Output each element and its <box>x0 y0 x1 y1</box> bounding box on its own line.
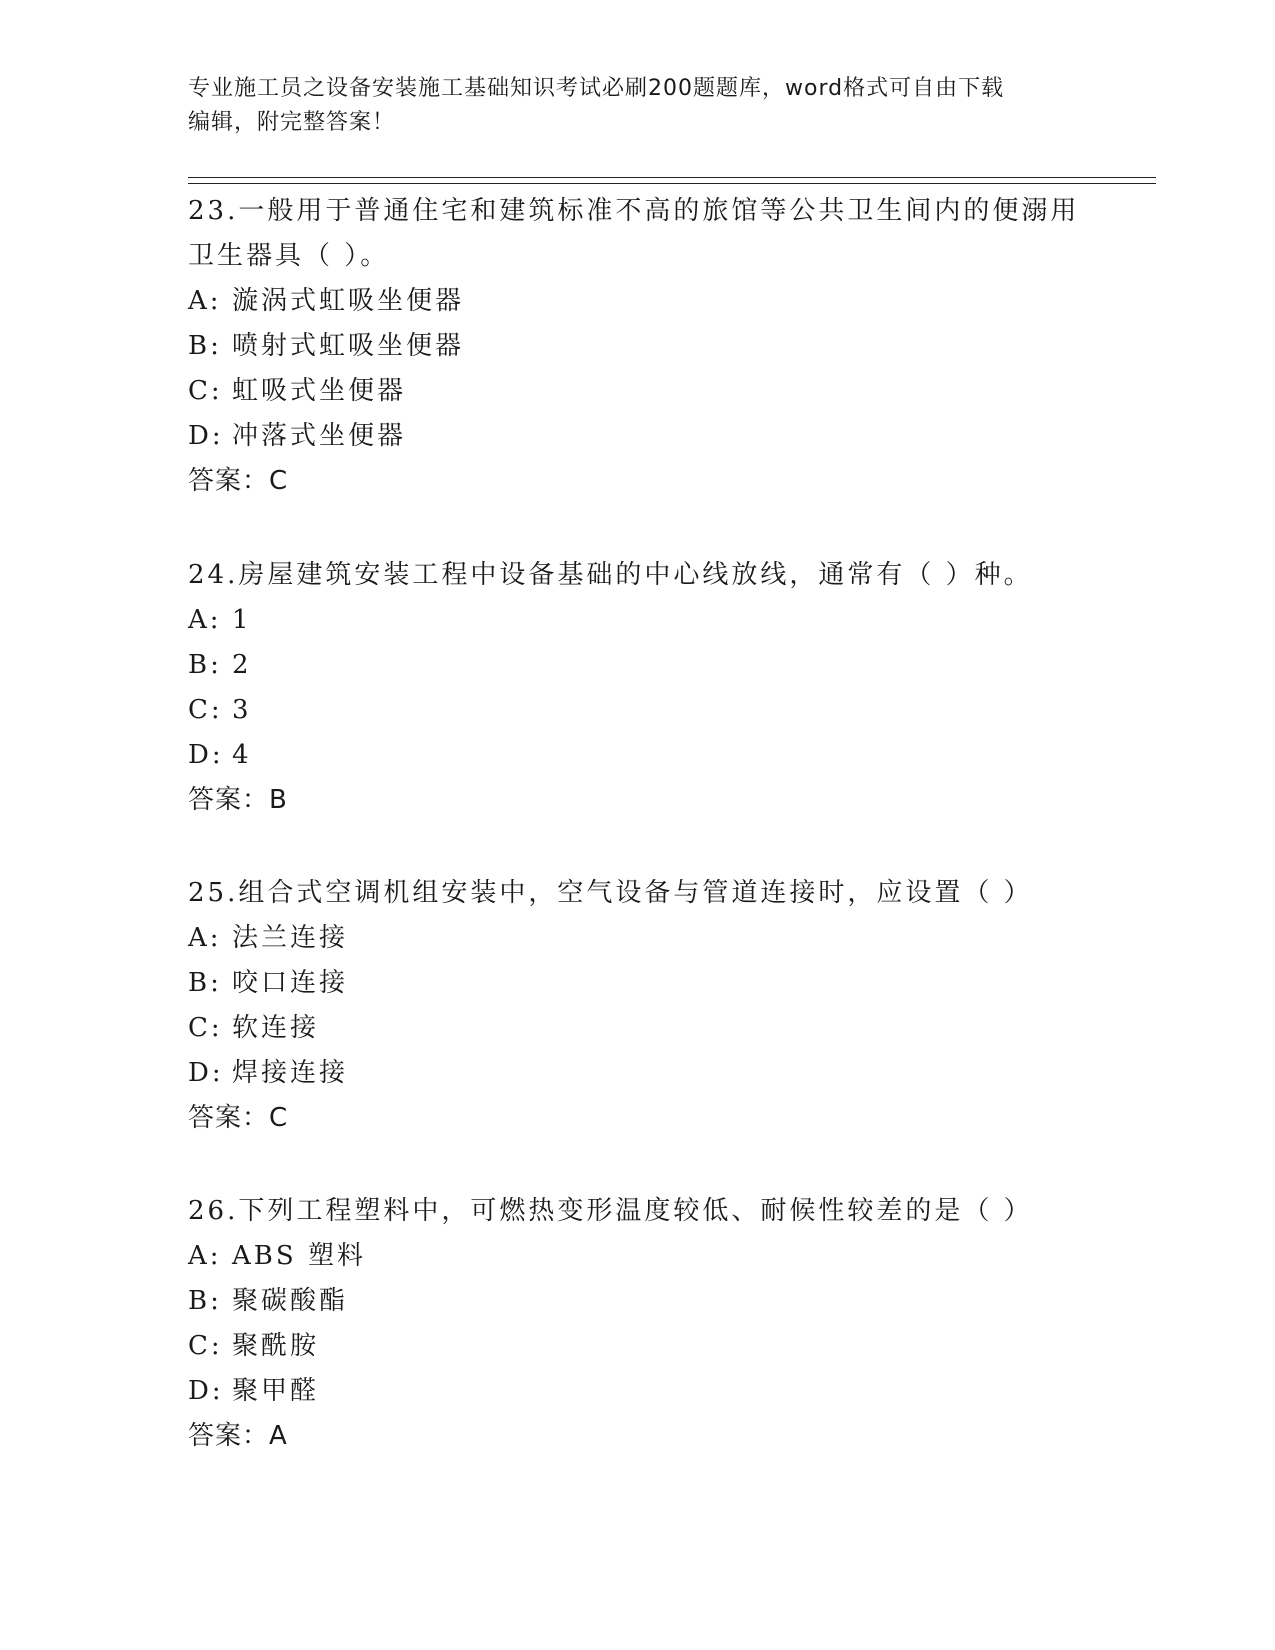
question-stem-line-2: 卫生器具（ ）。 <box>188 241 390 271</box>
header-line-2: 编辑，附完整答案！ <box>188 110 396 135</box>
header-line-1: 专业施工员之设备安装施工基础知识考试必刷200题题库，word格式可自由下载 <box>188 76 1005 101</box>
question-stem-line-1: 26.下列工程塑料中，可燃热变形温度较低、耐候性较差的是（ ） <box>188 1196 1033 1226</box>
option-key: D: <box>188 1058 224 1088</box>
option-text: 1 <box>232 605 252 635</box>
option-text: 3 <box>232 695 252 725</box>
option-a <box>188 916 1088 961</box>
option-key: C: <box>188 376 223 406</box>
option-c <box>188 369 1088 414</box>
answer-line: 答案：C <box>188 466 289 496</box>
option-c <box>188 1006 1088 1051</box>
option-d <box>188 414 1088 459</box>
header-divider-bottom <box>188 183 1156 184</box>
option-d <box>188 733 1088 778</box>
option-key: A: <box>188 286 222 316</box>
option-text: 法兰连接 <box>232 923 349 953</box>
question-stem-line-1: 23.一般用于普通住宅和建筑标准不高的旅馆等公共卫生间内的便溺用 <box>188 196 1080 226</box>
option-text: 2 <box>232 650 252 680</box>
option-key: C: <box>188 1013 223 1043</box>
option-text: 漩涡式虹吸坐便器 <box>232 286 465 316</box>
option-a <box>188 1234 1088 1279</box>
option-key: D: <box>188 740 224 770</box>
option-b <box>188 961 1088 1006</box>
option-key: D: <box>188 1376 224 1406</box>
option-b <box>188 643 1088 688</box>
option-key: C: <box>188 695 223 725</box>
question-stem-line-1: 25.组合式空调机组安装中，空气设备与管道连接时，应设置（ ） <box>188 878 1033 908</box>
question-stem-line-1: 24.房屋建筑安装工程中设备基础的中心线放线，通常有（ ）种。 <box>188 560 1033 590</box>
option-b <box>188 324 1088 369</box>
option-c <box>188 688 1088 733</box>
option-key: C: <box>188 1331 223 1361</box>
question-25 <box>188 871 1088 1141</box>
question-24 <box>188 553 1088 823</box>
option-text: 聚甲醛 <box>232 1376 320 1406</box>
option-key: B: <box>188 331 222 361</box>
option-text: 虹吸式坐便器 <box>232 376 407 406</box>
option-text: 聚酰胺 <box>232 1331 320 1361</box>
option-text: 软连接 <box>232 1013 320 1043</box>
question-23 <box>188 189 1088 504</box>
option-text: 4 <box>232 740 252 770</box>
option-key: B: <box>188 968 222 998</box>
answer-line: 答案：B <box>188 785 288 815</box>
option-key: A: <box>188 1241 222 1271</box>
option-a <box>188 279 1088 324</box>
option-b <box>188 1279 1088 1324</box>
option-key: A: <box>188 605 222 635</box>
option-a <box>188 598 1088 643</box>
option-text: 冲落式坐便器 <box>232 421 407 451</box>
option-key: B: <box>188 650 222 680</box>
answer-line: 答案：A <box>188 1421 288 1451</box>
answer-line: 答案：C <box>188 1103 289 1133</box>
option-text: 喷射式虹吸坐便器 <box>232 331 465 361</box>
question-26 <box>188 1189 1088 1459</box>
header-divider-top <box>188 177 1156 178</box>
option-text: ABS 塑料 <box>232 1241 366 1271</box>
option-key: B: <box>188 1286 222 1316</box>
option-d <box>188 1369 1088 1414</box>
option-c <box>188 1324 1088 1369</box>
option-text: 焊接连接 <box>232 1058 349 1088</box>
option-text: 聚碳酸酯 <box>232 1286 349 1316</box>
option-d <box>188 1051 1088 1096</box>
document-header <box>188 72 1068 140</box>
option-key: D: <box>188 421 224 451</box>
option-text: 咬口连接 <box>232 968 349 998</box>
option-key: A: <box>188 923 222 953</box>
